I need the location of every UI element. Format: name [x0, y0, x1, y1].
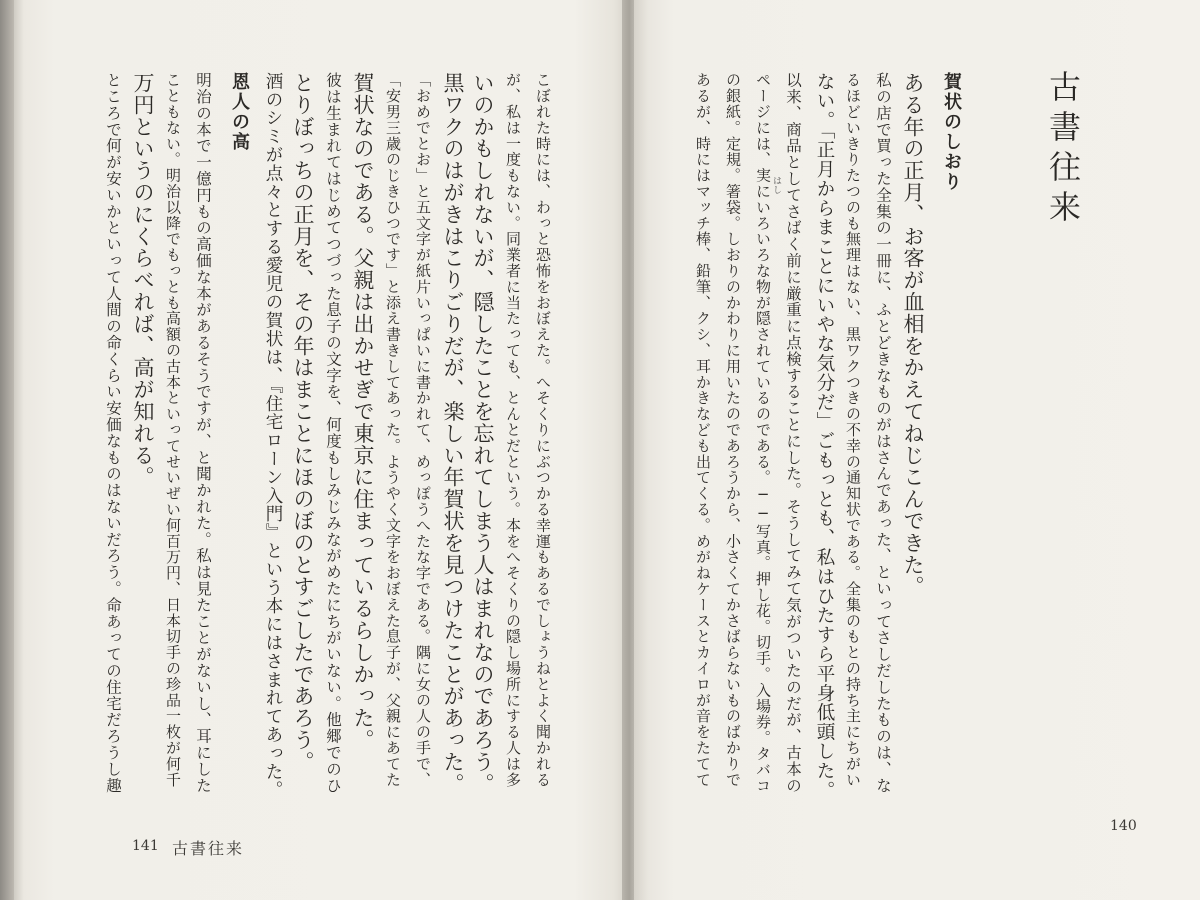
text-column: こぼれた時には、わっと恐怖をおぼえた。へそくりにぶつかる幸運もあるでしょうねとよく聞かれる: [534, 72, 552, 788]
text-column: 「おめでとお」と五文字が紙片いっぱいに書かれて、めっぽうへたな字である。隅に女の人の手で、: [414, 72, 432, 788]
text-column: 「安男三歳のじきひつです」と添え書きしてあった。ようやく文字をおぼえた息子が、父親にあてた: [384, 72, 402, 788]
text-column: 明治の本で一億円もの高価な本があるそうですが、と聞かれた。私は見たことがないし、耳にした: [194, 72, 212, 794]
text-column: ページには、実にいろいろな物が隠されているのである。──写真。押し花。切手。入場券。タバコ: [754, 72, 772, 794]
text-column: いのかもしれないが、隠したことを忘れてしまう人はまれなのであろう。: [471, 72, 495, 795]
text-column: 万円というのにくらべれば、高が知れる。: [131, 72, 155, 489]
text-column: 酒のシミが点々とする愛児の賀状は、『住宅ローン入門』という本にはさまれてあった。: [263, 72, 283, 800]
text-column: あるが、時にはマッチ棒、鉛筆、クシ、耳かきなども出てくる。めがねケースとカイロが音をたてて: [694, 72, 712, 788]
text-column: ところで何が安いかといって人間の命くらい安価なものはないだろう。命あっての住宅だろうし趣: [104, 72, 122, 794]
text-column: の銀紙。定規。箸袋。しおりのかわりに用いたのであろうから、小さくてかさばらないものばかりで: [724, 72, 742, 788]
text-column: こともない。明治以降でもっとも高額の古本といってせいぜい何百万円、日本切手の珍品一枚が何千: [164, 72, 182, 788]
text-column: るほどいきりたつのも無理はない、黒ワクつきの不幸の通知状である。全集のもとの持ち主にちがい: [844, 72, 862, 788]
text-column: ない。「正月からまことにいやな気分だ」ごもっとも、私はひたすら平身低頭した。: [814, 72, 835, 800]
chapter-title: 古書往来: [1044, 70, 1082, 230]
text-column: ある年の正月、お客が血相をかえてねじこんできた。: [901, 72, 925, 598]
running-title: 古書往来: [172, 839, 245, 858]
text-column: 私の店で買った全集の一冊に、ふとどきなものがはさんであった、といってさしだしたものは、な: [874, 72, 892, 794]
text-column: 彼は生まれてはじめてつづった息子の文字を、何度もしみじみながめたにちがいない。他郷でのひ: [324, 72, 342, 794]
section-heading: 賀状のしおり: [941, 72, 962, 192]
page-number-right: 140: [1110, 818, 1137, 834]
page-number-left: 141: [132, 838, 159, 854]
book-outer-edge: [0, 0, 14, 900]
section-heading-2: 恩人の高: [229, 72, 250, 152]
text-column: 黒ワクのはがきはこりごりだが、楽しい年賀状を見つけたことがあった。: [441, 72, 465, 795]
text-column: とりぼっちの正月を、その年はまことにほのぼのとすごしたであろう。: [291, 72, 315, 773]
text-column: が、私は一度もない。同業者に当たっても、とんとだという。本をへそくりの隠し場所にする人は多: [504, 72, 522, 788]
ruby-annotation: はし: [771, 176, 781, 194]
text-column: 賀状なのである。父親は出かせぎで東京に住まっているらしかった。: [351, 72, 375, 751]
text-column: 以来、商品としてさばく前に厳重に点検することにした。そうしてみて気がついたのだが、古本の: [784, 72, 802, 794]
